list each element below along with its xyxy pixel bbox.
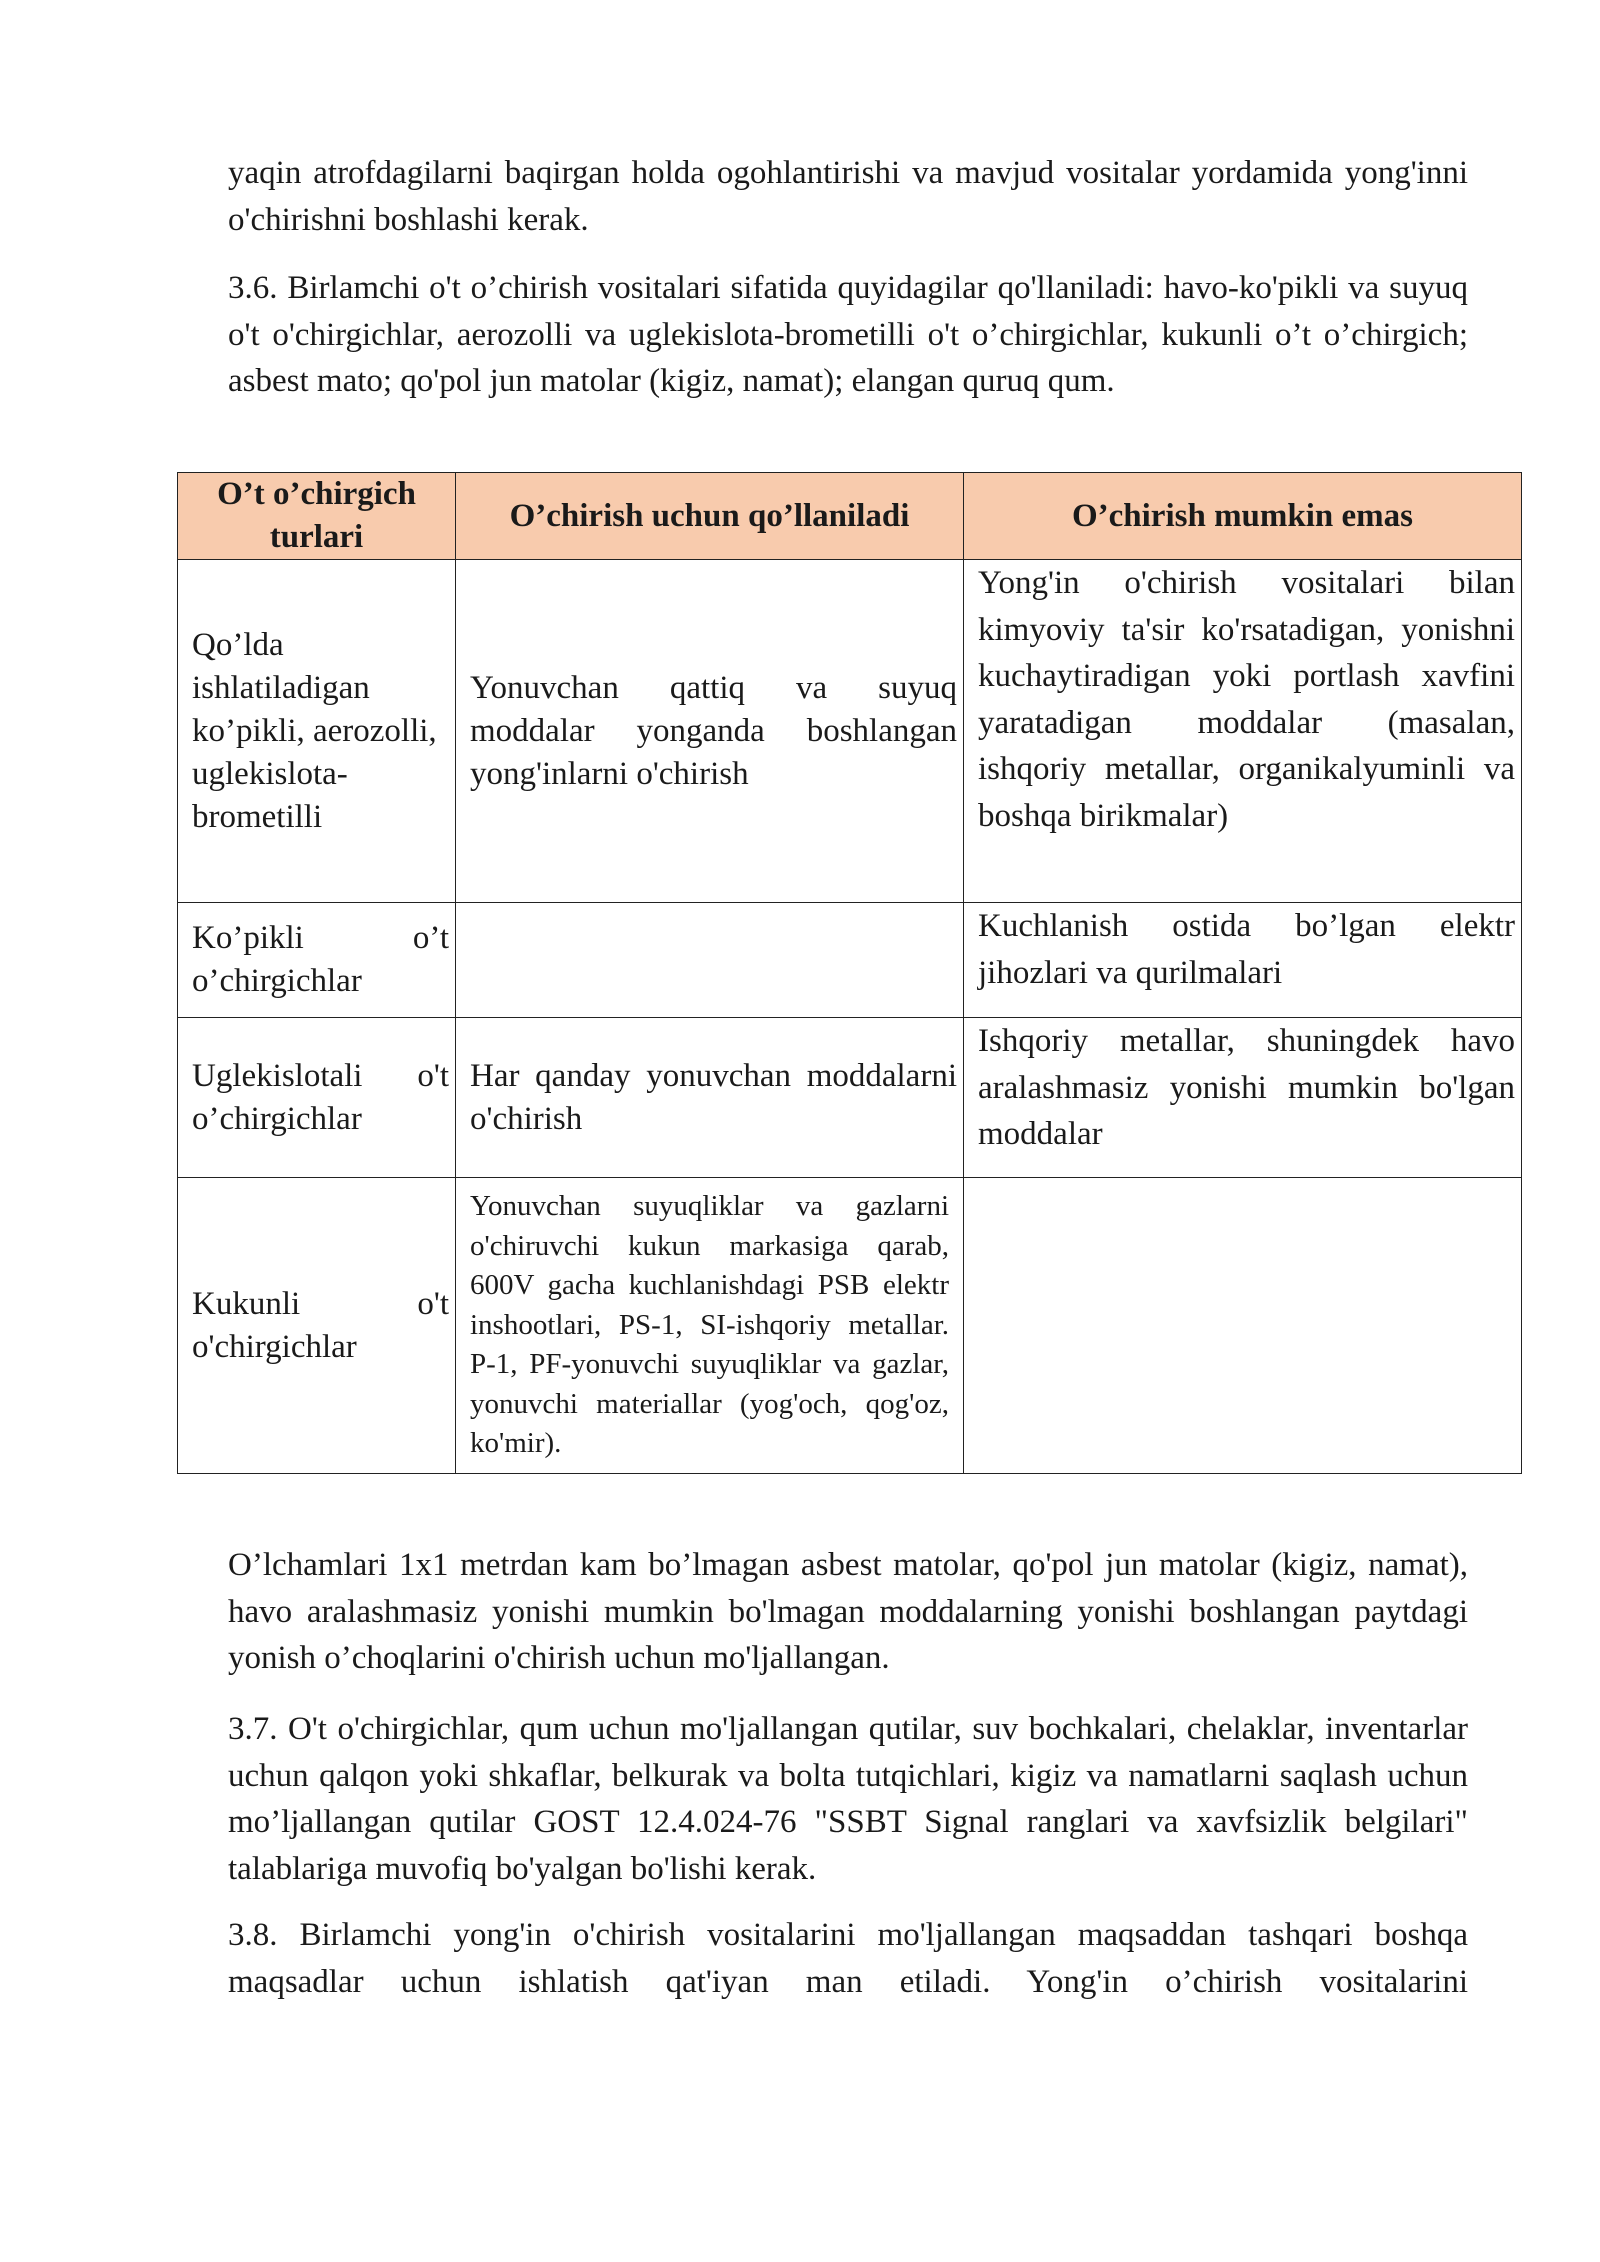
- paragraph-3-7: 3.7. O't o'chirgichlar, qum uchun mo'ljallangan qutilar, suv bochkalari, chelaklar, inventarlar uchun qalqon yoki shkaflar, belkurak va bolta tutqichlari, kigiz va namatlarni saqlash uchun mo’ljallangan qutilar GOST 12.4.024-76 "SSBT Signal ranglari va xavfsizlik belgilari" talablariga muvofiq bo'yalgan bo'lishi kerak.: [228, 1711, 1468, 1887]
- paragraph-intro: yaqin atrofdagilarni baqirgan holda ogohlantirishi va mavjud vositalar yordamida yong'inni o'chirishni boshlashi kerak.: [228, 155, 1468, 238]
- cell-not-use: Kuchlanish ostida bo’lgan elektr jihozlari va qurilmalari: [964, 903, 1522, 1018]
- cell-use: Har qanday yonuvchan moddalarni o'chirish: [456, 1018, 964, 1178]
- cell-not-use: Yong'in o'chirish vositalari bilan kimyoviy ta'sir ko'rsatadigan, yonishni kuchaytiradigan yoki portlash xavfini yaratadigan moddalar (masalan, ishqoriy metallar, organikalyuminli va boshqa birikmalar): [964, 560, 1522, 903]
- cell-type: Uglekislotali o't o’chirgichlar: [178, 1018, 456, 1178]
- cell-type: Ko’pikli o’t o’chirgichlar: [178, 903, 456, 1018]
- cell-not-use: [964, 1178, 1522, 1474]
- header-used-for: O’chirish uchun qo’llaniladi: [456, 473, 964, 560]
- cell-use: Yonuvchan suyuqliklar va gazlarni o'chiruvchi kukun markasiga qarab, 600V gacha kuchlanishdagi PSB elektr inshootlari, PS-1, SI-ishqoriy metallar. P-1, PF-yonuvchi suyuqliklar va gazlar, yonuvchi materiallar (yog'och, qog'oz, ko'mir).: [456, 1178, 964, 1474]
- cell-not-use: Ishqoriy metallar, shuningdek havo aralashmasiz yonishi mumkin bo'lgan moddalar: [964, 1018, 1522, 1178]
- paragraph-3-8: 3.8. Birlamchi yong'in o'chirish vositalarini mo'ljallangan maqsaddan tashqari boshqa maqsadlar uchun ishlatish qat'iyan man etiladi. Yong'in o’chirish vositalarini: [228, 1917, 1468, 2000]
- table-row: [178, 1178, 1522, 1474]
- table-row: [178, 560, 1522, 903]
- cell-type: Qo’lda ishlatiladigan ko’pikli, aerozolli, uglekislota-brometilli: [178, 560, 456, 903]
- fire-extinguisher-table: [177, 472, 1522, 1474]
- table-header-row: [178, 473, 1522, 560]
- cell-use: Yonuvchan qattiq va suyuq moddalar yonganda boshlangan yong'inlarni o'chirish: [456, 560, 964, 903]
- paragraph-after-table: O’lchamlari 1x1 metrdan kam bo’lmagan asbest matolar, qo'pol jun matolar (kigiz, namat), havo aralashmasiz yonishi mumkin bo'lmagan moddalarning yonishi boshlangan paytdagi yonish o’choqlarini o'chirish uchun mo'ljallangan.: [228, 1547, 1468, 1676]
- header-not-allowed: O’chirish mumkin emas: [964, 473, 1522, 560]
- cell-type: Kukunli o't o'chirgichlar: [178, 1178, 456, 1474]
- cell-use: [456, 903, 964, 1018]
- header-extinguisher-types: O’t o’chirgich turlari: [178, 473, 456, 560]
- paragraph-3-6: 3.6. Birlamchi o't o’chirish vositalari sifatida quyidagilar qo'llaniladi: havo-ko'pikli va suyuq o't o'chirgichlar, aerozolli va uglekislota-brometilli o't o’chirgichlar, kukunli o’t o’chirgich; asbest mato; qo'pol jun matolar (kigiz, namat); elangan quruq qum.: [228, 270, 1468, 399]
- table-row: [178, 1018, 1522, 1178]
- table-row: [178, 903, 1522, 1018]
